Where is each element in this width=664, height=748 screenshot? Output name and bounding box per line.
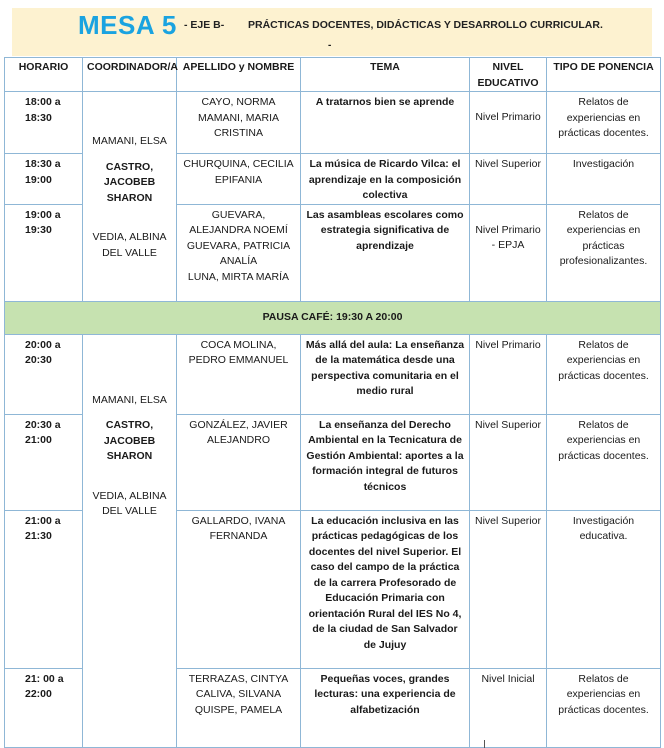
apellido-cell: CHURQUINA, CECILIA EPIFANIA	[177, 154, 301, 205]
horario-cell: 21:00 a 21:30	[5, 510, 83, 668]
header-row	[5, 58, 661, 92]
pause-row	[5, 301, 661, 334]
apellido-cell: TERRAZAS, CINTYA CALIVA, SILVANA QUISPE, PAMELA	[177, 668, 301, 747]
horario-cell: 21: 00 a 22:00	[5, 668, 83, 747]
coordinator-name: VEDIA, ALBINA DEL VALLE	[92, 489, 167, 517]
apellido-cell: GALLARDO, IVANA FERNANDA	[177, 510, 301, 668]
horario-cell: 18:00 a 18:30	[5, 92, 83, 154]
nivel-cell: Nivel Inicial	[470, 668, 547, 747]
tipo-cell: Relatos de experiencias en prácticas docentes.	[547, 668, 661, 747]
tipo-cell: Investigación educativa.	[547, 510, 661, 668]
col-tipo: TIPO DE PONENCIA	[547, 58, 661, 92]
col-apellido: APELLIDO y NOMBRE	[177, 58, 301, 92]
schedule-table	[4, 57, 661, 748]
horario-cell: 20:00 a 20:30	[5, 334, 83, 414]
coordinator-name: MAMANI, ELSA	[92, 393, 167, 406]
col-coordinador: COORDINADOR/A	[83, 58, 177, 92]
apellido-cell	[177, 204, 301, 301]
table-row	[5, 92, 661, 154]
tipo-cell: Relatos de experiencias en prácticas docentes.	[547, 92, 661, 154]
apellido-cell: CAYO, NORMA MAMANI, MARIA CRISTINA	[177, 92, 301, 154]
coordinator-name: CASTRO, JACOBEB SHARON	[103, 419, 156, 462]
text-cursor-mark	[484, 740, 485, 748]
eje-title: PRÁCTICAS DOCENTES, DIDÁCTICAS Y DESARROLLO CURRICULAR.	[248, 19, 603, 31]
nivel-cell: Nivel Primario	[470, 334, 547, 414]
tema-cell: Más allá del aula: La enseñanza de la matemática desde una perspectiva comunitaria en el medio rural	[301, 334, 470, 414]
horario-cell: 18:30 a 19:00	[5, 154, 83, 205]
apellido-cell: GONZÁLEZ, JAVIER ALEJANDRO	[177, 414, 301, 510]
apellido-cell: COCA MOLINA, PEDRO EMMANUEL	[177, 334, 301, 414]
nivel-cell: Nivel Primario	[470, 92, 547, 154]
coordinator-name: CASTRO, JACOBEB SHARON	[103, 160, 156, 204]
tipo-cell: Relatos de experiencias en prácticas docentes.	[547, 334, 661, 414]
tema-cell: Las asambleas escolares como estrategia significativa de aprendizaje	[301, 204, 470, 301]
col-tema: TEMA	[301, 58, 470, 92]
apellido-names: GUEVARA, ALEJANDRA NOEMÍ GUEVARA, PATRICIA ANALÍA	[186, 208, 291, 267]
title-dash: -	[328, 40, 332, 51]
nivel-cell: Nivel Superior	[470, 414, 547, 510]
apellido-names: LUNA, MIRTA MARÍA	[187, 270, 290, 283]
tipo-cell: Relatos de experiencias en prácticas docentes.	[547, 414, 661, 510]
horario-cell: 19:00 a 19:30	[5, 204, 83, 301]
coordinator-cell	[83, 334, 177, 747]
mesa-title: MESA 5	[78, 10, 177, 40]
tema-cell: A tratarnos bien se aprende	[301, 92, 470, 154]
coordinator-name: MAMANI, ELSA	[92, 135, 167, 148]
coordinator-cell	[83, 92, 177, 302]
col-nivel: NIVEL EDUCATIVO	[470, 58, 547, 92]
tema-cell: Pequeñas voces, grandes lecturas: una experiencia de alfabetización	[301, 668, 470, 747]
tipo-cell: Investigación	[547, 154, 661, 205]
nivel-cell: Nivel Superior	[470, 154, 547, 205]
nivel-cell: Nivel Superior	[470, 510, 547, 668]
coordinator-name: VEDIA, ALBINA DEL VALLE	[92, 231, 167, 259]
tipo-cell: Relatos de experiencias en prácticas profesionalizantes.	[547, 204, 661, 301]
col-horario: HORARIO	[5, 58, 83, 92]
horario-cell: 20:30 a 21:00	[5, 414, 83, 510]
table-row	[5, 334, 661, 414]
nivel-cell: Nivel Primario - EPJA	[470, 204, 547, 301]
pausa-cafe: PAUSA CAFÉ: 19:30 A 20:00	[5, 301, 661, 334]
tema-cell: La música de Ricardo Vilca: el aprendizaje en la composición colectiva	[301, 154, 470, 205]
tema-cell: La enseñanza del Derecho Ambiental en la Tecnicatura de Gestión Ambiental: aportes a la formación integral de futuros técnicos	[301, 414, 470, 510]
eje-label: - EJE B-	[184, 19, 225, 31]
tema-cell: La educación inclusiva en las prácticas pedagógicas de los docentes del nivel Superior. El caso del campo de la práctica de la carrera Profesorado de Educación Primaria con orientación Rural del IES No 4, de la ciudad de San Salvador de Jujuy	[301, 510, 470, 668]
